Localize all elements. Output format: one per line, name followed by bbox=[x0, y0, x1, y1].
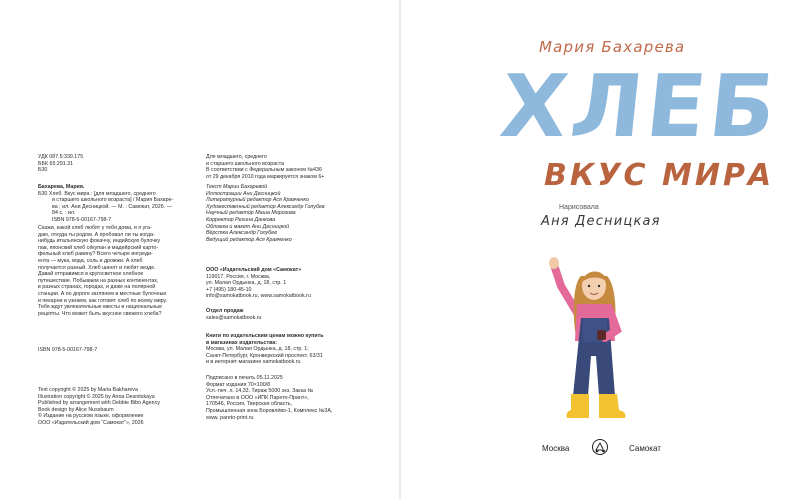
publisher-city: Москва bbox=[542, 444, 570, 453]
annotation-line: путешествие. Побываем на разных континентах, bbox=[38, 277, 159, 284]
print-line: Подписано в печать 05.11.2025 bbox=[206, 375, 283, 381]
bookshops-line: Санкт-Петербург, Кронверкский проспект, 63/31 bbox=[206, 352, 323, 359]
catalog-line: Б30 Хлеб. Вкус мира : [для младшего, среднего bbox=[38, 190, 156, 197]
age-rating-block bbox=[206, 154, 324, 180]
title-page bbox=[401, 0, 800, 500]
illustrator-name: Аня Десницкая bbox=[541, 214, 661, 229]
sales-line: sales@samokatbook.ru bbox=[206, 314, 262, 321]
publisher-line: 119017, Россия, г. Москва, bbox=[206, 273, 271, 280]
bookshops-line: в магазинах издательства: bbox=[206, 339, 277, 346]
bbk-line: ББК 65.291.31 bbox=[38, 160, 74, 167]
print-info-block bbox=[206, 375, 332, 421]
copyright-block bbox=[38, 387, 160, 427]
age-line: Для младшего, среднего bbox=[206, 154, 267, 160]
publisher-line: ООО «Издательский дом «Самокат» bbox=[206, 267, 302, 273]
girl-illustration bbox=[541, 246, 651, 426]
copyright-line: ООО «Издательский дом “Самокат”», 2026 bbox=[38, 419, 144, 426]
copyright-line: Book design by Alice Nussbaum bbox=[38, 406, 114, 413]
catalog-line: и старшего школьного возраста] / Мария Бахаре- bbox=[52, 197, 174, 204]
copyright-line: Text copyright © 2025 by Maria Bakhareva bbox=[38, 387, 138, 393]
print-line: Формат издания 70×100/8 bbox=[206, 381, 271, 388]
age-line: от 29 декабря 2010 года маркируется знаком 6+ bbox=[206, 173, 325, 180]
copyright-line: Published by arrangement with Debbie Bibo Agency bbox=[38, 400, 160, 407]
age-line: и старшего школьного возраста bbox=[206, 160, 285, 167]
copyright-line: © Издание на русском языке, оформление bbox=[38, 413, 144, 420]
publisher-name: Самокат bbox=[629, 444, 661, 453]
catalog-record bbox=[38, 184, 173, 224]
isbn: ISBN 978-5-00167-798-7 bbox=[38, 347, 98, 353]
author-sign-line: Б30 bbox=[38, 167, 48, 174]
credit-line: Текст Марии Бахаревой bbox=[206, 184, 268, 190]
samokat-logo-icon bbox=[591, 438, 609, 456]
publisher-block bbox=[206, 267, 311, 300]
annotation-line: и пекарни и узнаем, как готовят хлеб по всему миру. bbox=[38, 297, 168, 304]
annotation-line: в разных странах, городах, и даже на полярной bbox=[38, 284, 156, 291]
annotation-line: ента — мука, вода, соль и дрожжи. А хлеб bbox=[38, 257, 143, 264]
credit-line: Иллюстрации Ани Десницкой bbox=[206, 190, 281, 197]
illustrated-by-label: Нарисовала bbox=[559, 204, 599, 211]
udk-line: УДК 087.5:339.175 bbox=[38, 154, 84, 160]
bookshops-line: Книги по издательским ценам можно купить bbox=[206, 333, 324, 339]
annotation-line: фельный хлеб равину? Всего четыре ингреди- bbox=[38, 251, 153, 258]
credit-line: Ведущий редактор Ася Кравченко bbox=[206, 236, 292, 243]
publisher-line: +7 (495) 180-45-10 bbox=[206, 286, 252, 293]
bookshops-block bbox=[206, 333, 323, 366]
sales-block bbox=[206, 308, 261, 321]
credit-line: Вёрстка Александр Голубев bbox=[206, 230, 277, 237]
credit-line: Научный редактор Маша Морозова bbox=[206, 210, 296, 217]
annotation-line: нибудь итальянскую фокаччу, индийскую булочку bbox=[38, 238, 161, 245]
sales-line: Отдел продаж bbox=[206, 308, 244, 314]
udk-block bbox=[38, 154, 83, 174]
bookshops-line: и в интернет-магазине samokatbook.ru bbox=[206, 359, 301, 366]
annotation-line: пав, японский хлеб сёкупан и мадейрский карто- bbox=[38, 244, 159, 251]
print-line: www. pareto-print.ru bbox=[206, 414, 254, 421]
credit-line: Обложка и макет Ани Десницкой bbox=[206, 223, 290, 230]
credit-line: Корректор Регина Данкова bbox=[206, 216, 276, 223]
catalog-line: 84 с. : ил. bbox=[52, 210, 76, 217]
annotation-line: Тебя ждут увлекательные квесты и национальные bbox=[38, 304, 163, 311]
annotation-line: Давай отправимся в кругосветное хлебное bbox=[38, 271, 144, 278]
annotation-line: станции. А по дороге заглянем в местные булочные bbox=[38, 290, 167, 297]
book-subtitle: ВКУС МИРА bbox=[544, 158, 775, 193]
publisher-line: ул. Малая Ордынка, д. 18, стр. 1 bbox=[206, 280, 287, 287]
age-line: В соответствии с Федеральным законом №436 bbox=[206, 167, 322, 174]
annotation-line: даю, откуда ты родом. А пробовал ли ты когда- bbox=[38, 231, 155, 238]
book-title: ХЛЕБ bbox=[495, 57, 785, 157]
bookshops-line: Москва, ул. Малая Ордынка, д. 18, стр. 1; bbox=[206, 346, 309, 353]
credit-line: Художественный редактор Александр Голубев bbox=[206, 203, 325, 210]
credit-line: Литературный редактор Ася Кравченко bbox=[206, 197, 309, 204]
annotation-line: Скажи, какой хлеб любят у тебя дома, и я уга- bbox=[38, 225, 152, 231]
annotation-line: получается разный. Хлеб шинят и любят везде. bbox=[38, 264, 156, 271]
annotation bbox=[38, 225, 167, 317]
publisher-line: info@samokatbook.ru, www.samokatbook.ru bbox=[206, 293, 311, 300]
copyright-line: Illustration copyright © 2025 by Anna Desnitskaya bbox=[38, 393, 155, 400]
annotation-line: рецепты. Что может быть вкуснее свежего хлеба? bbox=[38, 310, 162, 317]
catalog-line: ва ; ил. Ани Десницкой. — М. : Самокат, 2026. — bbox=[52, 203, 172, 210]
print-line: Промышленная зона Боровлёво-1, Комплекс №3А, bbox=[206, 407, 333, 414]
print-line: Усл.-печ. л. 14,33. Тираж 5000 экз. Заказ № bbox=[206, 388, 314, 395]
print-line: Отпечатано в ООО «ИПК Парето-Принт», bbox=[206, 394, 309, 401]
credits-block bbox=[206, 184, 325, 243]
print-line: 170546, Россия, Тверская область, bbox=[206, 401, 293, 408]
catalog-line: ISBN 978-5-00167-798-7 bbox=[52, 216, 112, 223]
catalog-line: Бахарева, Мария. bbox=[38, 184, 85, 190]
author-name: Мария Бахарева bbox=[539, 38, 686, 56]
